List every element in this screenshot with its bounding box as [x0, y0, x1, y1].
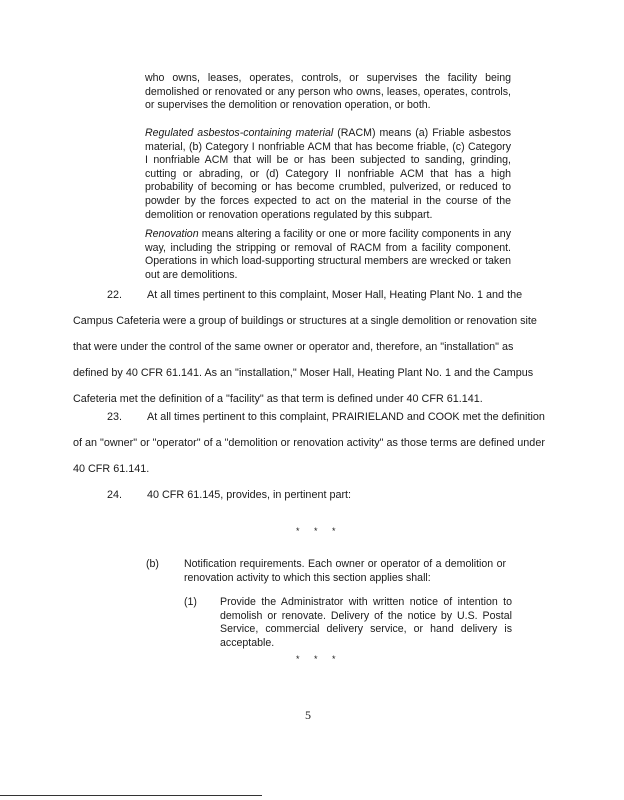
racm-term: Regulated asbestos-containing material — [145, 127, 334, 139]
page-number: 5 — [305, 708, 311, 722]
renovation-term: Renovation — [145, 228, 199, 240]
owner-operator-definition-continued: who owns, leases, operates, controls, or supervises the facility being demolished or renovated or any person who owns, leases, operates, controls, or supervises the demolition or renovation operation, or both. — [145, 72, 511, 112]
ellipsis-marker: * * * — [296, 526, 342, 536]
renovation-definition — [145, 228, 511, 282]
paragraph-text: At all times pertinent to this complaint, PRAIRIELAND and COOK met the definition of an "owner" or "operator" of a "demolition or renovation activity" as those terms are defined under 40 CFR 61.141. — [73, 411, 545, 475]
renovation-text: means altering a facility or one or more facility components in any way, including the stripping or removal of RACM from a facility component. Operations in which load-supporting structural members are wrecked or taken out are demolitions. — [145, 228, 511, 281]
subsection-b-label: (b) — [146, 558, 159, 570]
subsection-1-label: (1) — [184, 596, 197, 608]
ellipsis-marker: * * * — [296, 654, 342, 664]
paragraph-text: At all times pertinent to this complaint, Moser Hall, Heating Plant No. 1 and the Campus Cafeteria were a group of buildings or structures at a single demolition or renovation site that were under the control of the same owner or operator and, therefore, an "installation" as defined by 40 CFR 61.141. As an "installation," Moser Hall, Heating Plant No. 1 and the Campus Cafeteria met the definition of a "facility" as that term is defined under 40 CFR 61.141. — [73, 289, 537, 405]
paragraph-number: 23. — [107, 411, 123, 423]
subsection-1-text: Provide the Administrator with written notice of intention to demolish or renovate. Delivery of the notice by U.S. Postal Service, commercial delivery service, or hand delivery is acceptable. — [220, 596, 512, 649]
paragraph-number: 24. — [107, 489, 123, 501]
paragraph-22 — [73, 282, 551, 412]
racm-definition — [145, 127, 511, 222]
racm-text: (RACM) means (a) Friable asbestos material, (b) Category I nonfriable ACM that has become friable, (c) Category I nonfriable ACM that will be or has been subjected to sanding, grinding, cutting or abrading, or (d) Category II nonfriable ACM that has a high probability of becoming or has become crumbled, pulverized, or reduced to powder by the forces expected to act on the material in the course of the demolition or renovation operations regulated by this subpart. — [145, 127, 511, 221]
paragraph-24 — [73, 482, 551, 508]
paragraph-number: 22. — [107, 289, 123, 301]
paragraph-23 — [73, 404, 551, 482]
footnote-divider — [0, 795, 262, 796]
subsection-b-text: Notification requirements. Each owner or operator of a demolition or renovation activity to which this section applies shall: — [184, 558, 506, 584]
paragraph-text: 40 CFR 61.145, provides, in pertinent part: — [147, 489, 352, 501]
